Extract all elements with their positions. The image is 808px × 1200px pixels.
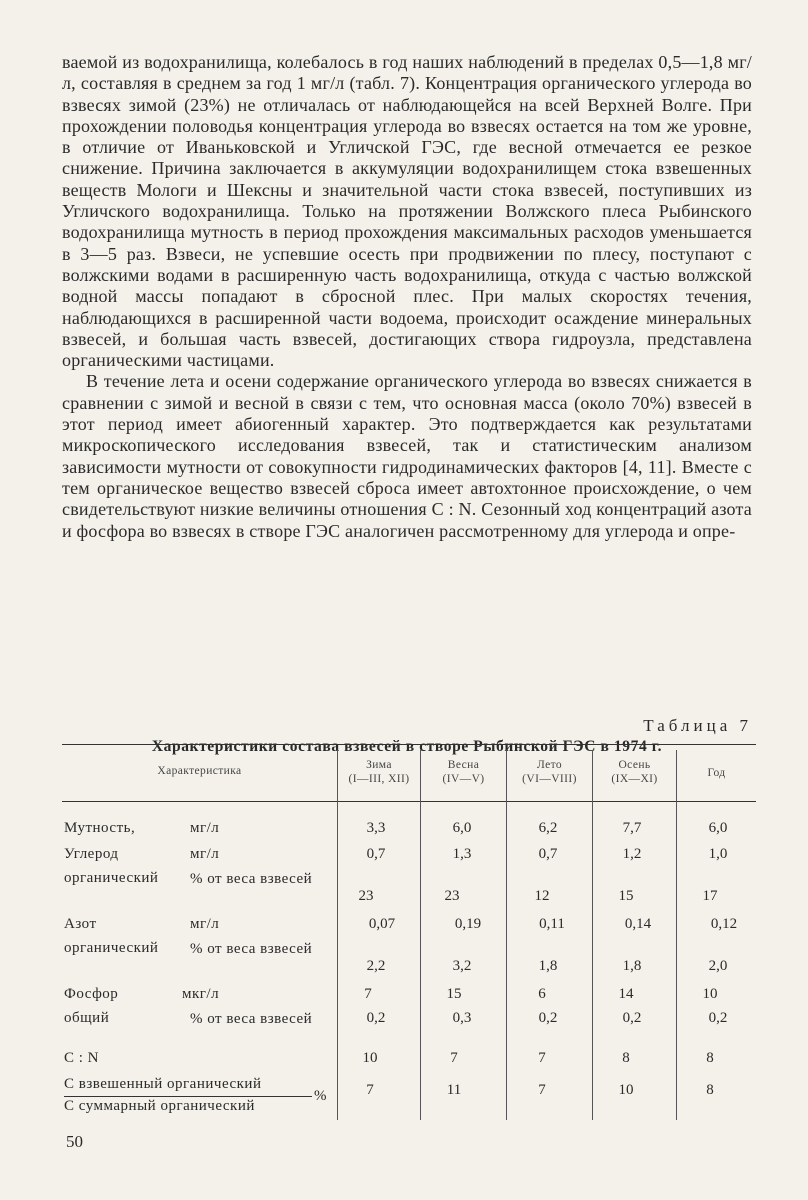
table-cell: 0,14 bbox=[624, 916, 652, 932]
table-cell: 6,0 bbox=[708, 820, 728, 836]
table-cell: 23 bbox=[444, 888, 460, 904]
table-cell: 6,2 bbox=[538, 820, 558, 836]
row-label: Мутность, bbox=[64, 820, 136, 836]
header-summer: Лето (VI—VIII) bbox=[522, 759, 577, 785]
table-cell: 0,12 bbox=[710, 916, 738, 932]
data-table bbox=[62, 744, 756, 1124]
table-cell: 10 bbox=[618, 1082, 634, 1098]
table-cell: 7 bbox=[364, 986, 372, 1002]
table-cell: 6 bbox=[538, 986, 546, 1002]
table-cell: 3,2 bbox=[452, 958, 472, 974]
table-cell: 17 bbox=[702, 888, 718, 904]
row-unit: % от веса взвесей bbox=[190, 941, 313, 957]
fraction-line bbox=[64, 1096, 312, 1097]
row-label-denominator: C суммарный органический bbox=[64, 1098, 255, 1114]
col-divider bbox=[592, 750, 593, 1120]
row-unit: мг/л bbox=[190, 916, 220, 932]
table-cell: 1,0 bbox=[708, 846, 728, 862]
header-autumn: Осень (IX—XI) bbox=[611, 759, 658, 785]
table-cell: 8 bbox=[622, 1050, 630, 1066]
table-cell: 10 bbox=[702, 986, 718, 1002]
table-cell: 2,0 bbox=[708, 958, 728, 974]
table-header-rule bbox=[62, 801, 756, 802]
table-cell: 3,3 bbox=[366, 820, 386, 836]
row-label: органический bbox=[64, 940, 159, 956]
table-cell: 11 bbox=[446, 1082, 462, 1098]
body-text bbox=[62, 52, 752, 542]
row-unit: % bbox=[314, 1088, 327, 1104]
table-cell: 7 bbox=[366, 1082, 374, 1098]
table-cell: 1,8 bbox=[622, 958, 642, 974]
table-cell: 2,2 bbox=[366, 958, 386, 974]
table-cell: 6,0 bbox=[452, 820, 472, 836]
row-unit: мг/л bbox=[190, 820, 220, 836]
table-cell: 0,07 bbox=[368, 916, 396, 932]
col-divider bbox=[337, 750, 338, 1120]
table-cell: 8 bbox=[706, 1082, 714, 1098]
row-unit: мкг/л bbox=[182, 986, 220, 1002]
table-cell: 12 bbox=[534, 888, 550, 904]
header-year: Год bbox=[707, 767, 726, 779]
header-winter: Зима (I—III, XII) bbox=[348, 759, 410, 785]
table-cell: 0,19 bbox=[454, 916, 482, 932]
table-cell: 0,3 bbox=[452, 1010, 472, 1026]
table-title: Характеристики состава взвесей в створе Рыбинской ГЭС в 1974 г. bbox=[151, 738, 663, 755]
table-cell: 23 bbox=[358, 888, 374, 904]
table-cell: 15 bbox=[446, 986, 462, 1002]
row-unit: % от веса взвесей bbox=[190, 1011, 313, 1027]
table-cell: 0,2 bbox=[538, 1010, 558, 1026]
table-cell: 1,2 bbox=[622, 846, 642, 862]
table-cell: 7 bbox=[538, 1050, 546, 1066]
table-cell: 0,2 bbox=[366, 1010, 386, 1026]
table-cell: 14 bbox=[618, 986, 634, 1002]
table-top-rule bbox=[62, 744, 756, 745]
header-spring: Весна (IV—V) bbox=[442, 759, 485, 785]
paragraph-2: В течение лета и осени содержание органического углерода во взвесях снижается в сравнении с зимой и весной в связи с тем, что основная масса (около 70%) взвесей в этот период имеет абиогенный характер. Это подтверждается как результатами микроскопического исследования взвесей, так и статистическим анализом зависимости мутности от совокупности гидродинамических факторов [4, 11]. Вместе с тем органическое вещество взвесей сброса имеет автохтонное происхождение, о чем свидетельствуют низкие величины отношения C : N. Сезонный ход концентраций азота и фосфора во взвесях в створе ГЭС аналогичен рассмотренному для углерода и опре- bbox=[62, 371, 752, 541]
table-cell: 15 bbox=[618, 888, 634, 904]
table-cell: 7 bbox=[450, 1050, 458, 1066]
table-cell: 0,2 bbox=[622, 1010, 642, 1026]
table-cell: 0,2 bbox=[708, 1010, 728, 1026]
table-cell: 10 bbox=[362, 1050, 378, 1066]
row-label: Фосфор bbox=[64, 986, 119, 1002]
table-cell: 7 bbox=[538, 1082, 546, 1098]
table-cell: 0,11 bbox=[539, 916, 565, 932]
table-label: Таблица 7 bbox=[643, 716, 752, 735]
row-label-numerator: C взвешенный органический bbox=[64, 1076, 262, 1092]
table-cell: 1,3 bbox=[452, 846, 472, 862]
paragraph-1: ваемой из водохранилища, колебалось в год наших наблюдений в пределах 0,5—1,8 мг/л, составляя в среднем за год 1 мг/л (табл. 7). Концентрация органического углерода во взвесях зимой (23%) не отличалась от наблюдающейся на всей Верхней Волге. При прохождении половодья концентрация углерода во взвесях остается на том же уровне, в отличие от Иваньковской и Угличской ГЭС, где весной отмечается ее резкое снижение. Причина заключается в аккумуляции водохранилищем стока взвешенных веществ Мологи и Шексны и значительной части стока взвесей, поступивших из Угличского водохранилища. Только на протяжении Волжского плеса Рыбинского водохранилища мутность в период прохождения максимальных расходов уменьшается в 3—5 раз. Взвеси, не успевшие осесть при продвижении по плесу, поступают с волжскими водами в расширенную часть водохранилища, откуда с частью волжской водной массы попадают в сбросной плес. При малых скоростях течения, наблюдающихся в расширенной части водоема, происходит осаждение минеральных взвесей, и большая часть взвесей, достигающих створа гидроузла, представлена органическими частицами. bbox=[62, 52, 752, 371]
row-label: общий bbox=[64, 1010, 110, 1026]
row-label: органический bbox=[64, 870, 159, 886]
col-divider bbox=[676, 750, 677, 1120]
table-cell: 8 bbox=[706, 1050, 714, 1066]
col-divider bbox=[506, 750, 507, 1120]
page-number: 50 bbox=[66, 1132, 83, 1151]
row-label: Углерод bbox=[64, 846, 119, 862]
row-label: Азот bbox=[64, 916, 97, 932]
table-cell: 7,7 bbox=[622, 820, 642, 836]
table-cell: 0,7 bbox=[538, 846, 558, 862]
row-unit: % от веса взвесей bbox=[190, 871, 313, 887]
row-label: C : N bbox=[64, 1050, 100, 1066]
table-cell: 0,7 bbox=[366, 846, 386, 862]
row-unit: мг/л bbox=[190, 846, 220, 862]
col-divider bbox=[420, 750, 421, 1120]
table-cell: 1,8 bbox=[538, 958, 558, 974]
header-characteristic: Характеристика bbox=[157, 765, 242, 777]
